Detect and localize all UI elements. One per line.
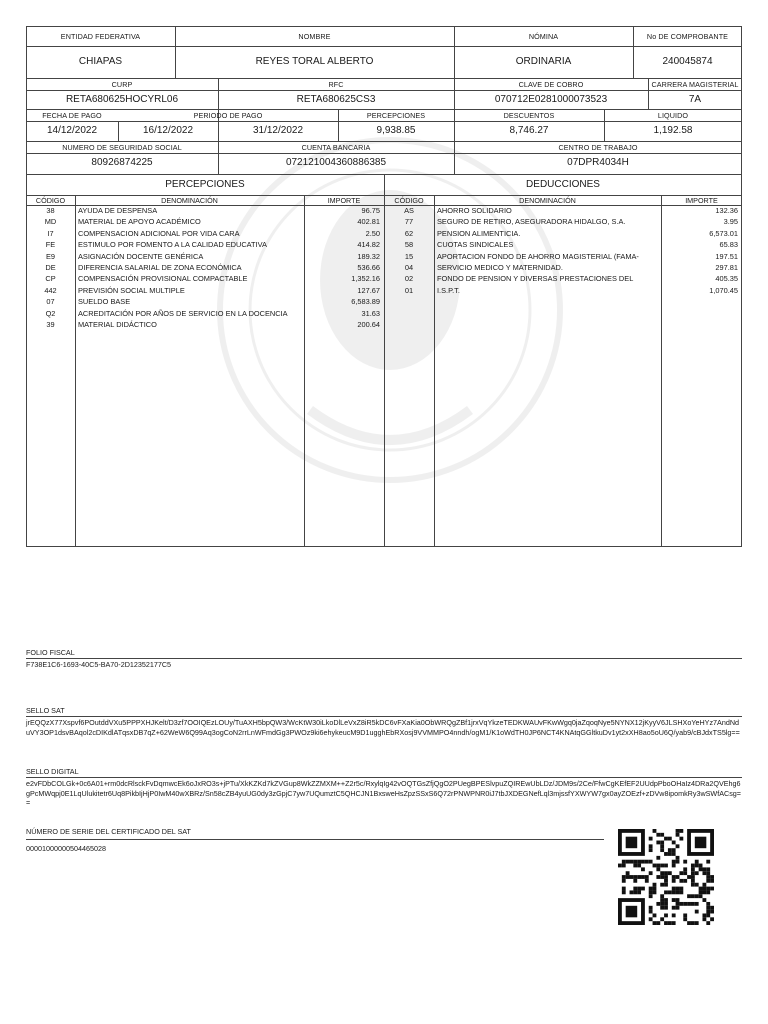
sello-digital-label: SELLO DIGITAL bbox=[26, 767, 79, 776]
perc-row-codigo: 442 bbox=[44, 285, 57, 295]
perc-row-denominacion: COMPENSACION ADICIONAL POR VIDA CARA bbox=[78, 228, 240, 238]
ded-row-importe: 1,070.45 bbox=[709, 285, 738, 295]
perc-row-codigo: CP bbox=[45, 274, 56, 284]
liquido-label: LIQUIDO bbox=[657, 111, 689, 120]
perc-row-codigo: 07 bbox=[46, 297, 55, 307]
serie-certificado-value: 00001000000504465028 bbox=[26, 844, 106, 853]
perc-row-codigo: 38 bbox=[46, 206, 55, 215]
periodo-fin-value: 31/12/2022 bbox=[252, 125, 304, 136]
ded-col-codigo: CÓDIGO bbox=[394, 196, 424, 205]
perc-col-importe: IMPORTE bbox=[327, 196, 361, 205]
ded-row-codigo: 58 bbox=[404, 240, 414, 250]
perc-row-codigo: I7 bbox=[47, 228, 54, 238]
perc-row-denominacion: ASIGNACIÓN DOCENTE GENÉRICA bbox=[78, 251, 204, 261]
perc-col-denominacion: DENOMINACIÓN bbox=[161, 196, 218, 205]
sello-digital-value: e2vFDbCOLGk+0c6A01+rm0dcRlsckFvDqmwcEk6oJxRO3s+jPTu/XkKZKd7kZVGup8WkZZMXM++Z2r5c/RxylqIg42vOQTGsZfjQgO2PUegBPESlvpuZQIREwUbLDz/JDM9s/2Ce/FfwCgKEfEF2UUdpPboOHaIz4DRa2QVEhg6gPcMWqpj0E1LqUlukitetr6Uq8PikbIjHjP0IwM40wXBRz/Sn58cZB4yuUG0dy3zGpjC7yw7UQumztC5QHCJN1BxsweHsZpzSSxS6Q72rPNWPNR0iJ7tbJXDEGNefLql3mjssfYXWYW7gx0ayZOEzf+zDVw8ipomkRy3wSWfACsg== bbox=[26, 779, 741, 808]
fecha-pago-label: FECHA DE PAGO bbox=[42, 111, 102, 120]
perc-row-codigo: Q2 bbox=[45, 308, 56, 318]
perc-row-denominacion: ESTIMULO POR FOMENTO A LA CALIDAD EDUCATIVA bbox=[78, 240, 267, 250]
ded-row-denominacion: PENSION ALIMENTICIA. bbox=[437, 228, 521, 238]
perc-row-importe: 96.75 bbox=[361, 206, 380, 215]
folio-fiscal-label: FOLIO FISCAL bbox=[26, 648, 75, 657]
comprobante-label: No DE COMPROBANTE bbox=[646, 32, 729, 41]
ded-row-denominacion: AHORRO SOLIDARIO bbox=[437, 206, 512, 215]
perc-row-codigo: MD bbox=[44, 217, 57, 227]
perc-row-denominacion: DIFERENCIA SALARIAL DE ZONA ECONÓMICA bbox=[78, 263, 242, 272]
deducciones-title: DEDUCCIONES bbox=[526, 179, 600, 190]
entidad-value: CHIAPAS bbox=[78, 56, 123, 67]
ded-row-importe: 6,573.01 bbox=[709, 228, 738, 238]
perc-row-denominacion: AYUDA DE DESPENSA bbox=[78, 206, 158, 215]
ded-row-denominacion: SEGURO DE RETIRO, ASEGURADORA HIDALGO, S.A. bbox=[437, 217, 626, 227]
perc-row-importe: 6,583.89 bbox=[351, 297, 380, 307]
rfc-value: RETA680625CS3 bbox=[296, 94, 376, 105]
ded-row-importe: 3.95 bbox=[723, 217, 738, 227]
perc-row-denominacion: COMPENSACIÓN PROVISIONAL COMPACTABLE bbox=[78, 274, 248, 284]
percepciones-total-value: 9,938.85 bbox=[376, 125, 416, 136]
ded-row-denominacion: APORTACION FONDO DE AHORRO MAGISTERIAL (FAMA- bbox=[437, 251, 639, 261]
perc-row-denominacion: ACREDITACIÓN POR AÑOS DE SERVICIO EN LA DOCENCIA bbox=[78, 308, 288, 318]
ded-row-codigo: 04 bbox=[404, 263, 414, 272]
perc-row-importe: 31.63 bbox=[361, 308, 380, 318]
liquido-value: 1,192.58 bbox=[653, 125, 693, 136]
perc-row-codigo: 39 bbox=[46, 320, 55, 329]
ded-col-importe: IMPORTE bbox=[685, 196, 718, 205]
ded-row-importe: 132.36 bbox=[715, 206, 738, 215]
periodo-inicio-value: 16/12/2022 bbox=[142, 125, 194, 136]
entidad-label: ENTIDAD FEDERATIVA bbox=[60, 32, 141, 41]
ded-row-codigo: 15 bbox=[404, 251, 414, 261]
percepciones-total-label: PERCEPCIONES bbox=[366, 111, 426, 120]
sello-sat-label: SELLO SAT bbox=[26, 706, 65, 715]
ded-col-denominacion: DENOMINACIÓN bbox=[519, 196, 576, 205]
periodo-pago-label: PERIODO DE PAGO bbox=[193, 111, 263, 120]
curp-label: CURP bbox=[111, 80, 133, 89]
nomina-label: NÓMINA bbox=[528, 32, 559, 41]
ded-row-codigo: 02 bbox=[404, 274, 414, 284]
rfc-label: RFC bbox=[328, 80, 344, 89]
perc-row-codigo: DE bbox=[45, 263, 56, 272]
clave-cobro-label: CLAVE DE COBRO bbox=[518, 80, 584, 89]
ded-row-importe: 197.51 bbox=[715, 251, 738, 261]
nss-label: NUMERO DE SEGURIDAD SOCIAL bbox=[62, 143, 182, 152]
qr-code-icon bbox=[618, 829, 714, 925]
perc-row-denominacion: MATERIAL DE APOYO ACADÉMICO bbox=[78, 217, 201, 227]
folio-fiscal-value: F738E1C6-1693-40C5-BA70-2D12352177C5 bbox=[26, 660, 172, 669]
clave-cobro-value: 070712E0281000073523 bbox=[494, 94, 608, 105]
nombre-label: NOMBRE bbox=[298, 32, 331, 41]
ded-row-denominacion: I.S.P.T. bbox=[437, 285, 460, 295]
perc-row-denominacion: PREVISIÓN SOCIAL MULTIPLE bbox=[78, 285, 185, 295]
perc-row-codigo: E9 bbox=[45, 251, 56, 261]
nombre-value: REYES TORAL ALBERTO bbox=[255, 56, 374, 67]
perc-row-importe: 536.66 bbox=[357, 263, 380, 272]
perc-row-importe: 414.82 bbox=[357, 240, 380, 250]
centro-value: 07DPR4034H bbox=[567, 157, 629, 168]
carrera-label: CARRERA MAGISTERIAL bbox=[651, 80, 739, 89]
cuenta-label: CUENTA BANCARIA bbox=[301, 143, 371, 152]
cuenta-value: 072121004360886385 bbox=[285, 157, 387, 168]
ded-row-denominacion: CUOTAS SINDICALES bbox=[437, 240, 514, 250]
ded-row-codigo: 77 bbox=[404, 217, 414, 227]
perc-row-importe: 402.81 bbox=[357, 217, 380, 227]
perc-row-denominacion: MATERIAL DIDÁCTICO bbox=[78, 320, 157, 329]
nss-value: 80926874225 bbox=[91, 157, 153, 168]
perc-row-importe: 200.64 bbox=[357, 320, 380, 329]
ded-row-codigo: 01 bbox=[404, 285, 414, 295]
comprobante-value: 240045874 bbox=[662, 56, 713, 67]
ded-row-importe: 65.83 bbox=[719, 240, 738, 250]
curp-value: RETA680625HOCYRL06 bbox=[65, 94, 179, 105]
perc-row-importe: 1,352.16 bbox=[351, 274, 380, 284]
sello-sat-value: jrEQQzX77Xspvf6POutddVXu5PPPXHJKelt/D3zf7OOIQEzLOUy/TuAXH5bpQW3/WcKtW30iLkoDlLeVxZ8iR5kDC6vFXaKia0ObWRQgZBf1jrxVqYkzeTEDKWAUvFKwWgq0jaZqoqNye5NYNX12jKyyV6JLSHXoYeHYz7AndNduVY3OP1dsvBAqol2cDIKdlATqsxDB7qZ+62WeW6Q99Aq3ogCoN2rrLnWFmdGg3PWOz9ki6ehykeucM9D1ugghEbRXosj9VVMMPO4nndh/ogM1/K1oWdTH0JP6NCT4KNAtqGGltkuDv1yt2xXH8ao5oU6Q/yab9/cBJdxTS5lg== bbox=[26, 718, 740, 737]
perc-col-codigo: CÓDIGO bbox=[35, 196, 66, 205]
ded-row-importe: 405.35 bbox=[715, 274, 738, 284]
perc-row-denominacion: SUELDO BASE bbox=[78, 297, 131, 307]
perc-row-importe: 2.50 bbox=[365, 228, 380, 238]
ded-row-codigo: 62 bbox=[404, 228, 414, 238]
perc-row-importe: 189.32 bbox=[357, 251, 380, 261]
fecha-pago-value: 14/12/2022 bbox=[46, 125, 98, 136]
ded-row-codigo: AS bbox=[404, 206, 414, 215]
ded-row-denominacion: FONDO DE PENSION Y DIVERSAS PRESTACIONES DEL bbox=[437, 274, 634, 284]
ded-row-importe: 297.81 bbox=[715, 263, 738, 272]
percepciones-title: PERCEPCIONES bbox=[165, 179, 245, 190]
perc-row-importe: 127.67 bbox=[357, 285, 380, 295]
descuentos-value: 8,746.27 bbox=[509, 125, 549, 136]
carrera-value: 7A bbox=[688, 94, 702, 105]
ded-row-denominacion: SERVICIO MEDICO Y MATERNIDAD. bbox=[437, 263, 563, 272]
perc-row-codigo: FE bbox=[45, 240, 56, 250]
centro-label: CENTRO DE TRABAJO bbox=[558, 143, 638, 152]
descuentos-label: DESCUENTOS bbox=[503, 111, 555, 120]
nomina-value: ORDINARIA bbox=[515, 56, 572, 67]
serie-certificado-label: NÚMERO DE SERIE DEL CERTIFICADO DEL SAT bbox=[26, 827, 191, 836]
